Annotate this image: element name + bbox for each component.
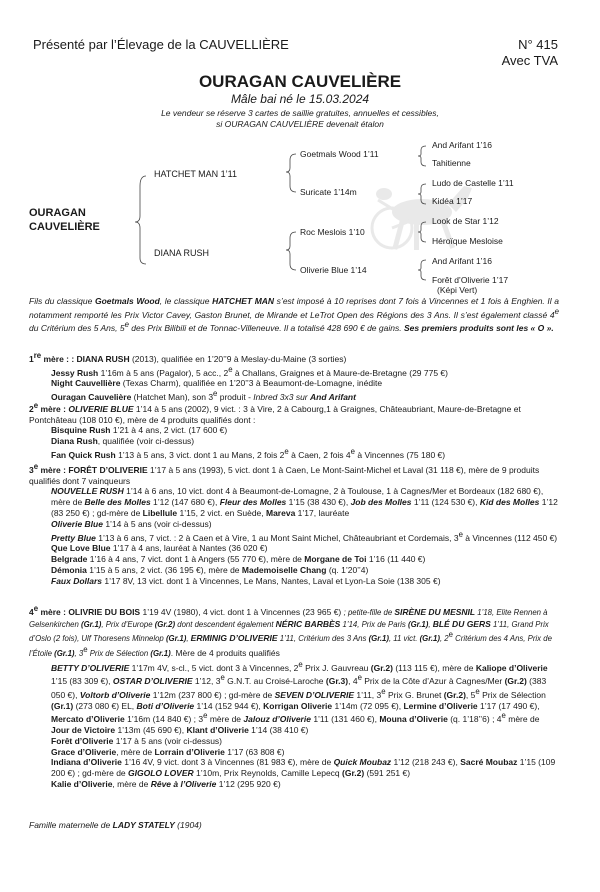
produce-name: Grace d’Oliverie bbox=[51, 746, 117, 757]
brace-dam bbox=[286, 232, 296, 270]
produce-record: 1’16 à 4 ans, 7 vict. dont 1 à Angers (55 770 €), mère de bbox=[87, 554, 305, 565]
pedigree-ggp-1: And Arifant 1’16 bbox=[432, 140, 493, 150]
produce-record: produit - bbox=[217, 391, 254, 402]
produce-record: 1’12 (295 920 €) bbox=[216, 778, 281, 789]
dam-name: mère : OLIVRIE DU BOIS bbox=[38, 606, 141, 617]
dam-name: mère : : DIANA RUSH bbox=[41, 353, 130, 364]
produce-name: Diana Rush bbox=[51, 436, 98, 447]
produce-record: 1’21 à 4 ans, 2 vict. (17 600 €) bbox=[110, 425, 228, 436]
family-horse: BLÉ DU GERS bbox=[432, 618, 491, 629]
produce-record: Prix de Sélection bbox=[479, 689, 546, 700]
pedigree-ggp-3: Ludo de Castelle 1’11 bbox=[432, 178, 514, 188]
grandproduce-name: Belle des Molles bbox=[84, 497, 151, 508]
superscript: e bbox=[33, 462, 39, 471]
group-label: (Gr.1) bbox=[54, 648, 75, 658]
superscript: e bbox=[458, 529, 463, 539]
produce-record: 1’16m (14 840 €) ; 3 bbox=[124, 714, 204, 725]
intro-first-crop: Ses premiers produits sont les « O ». bbox=[403, 323, 554, 334]
grandproduce-name: Job des Molles bbox=[350, 497, 412, 508]
pedigree-ggp-4: Kidéa 1’17 bbox=[432, 196, 473, 206]
produce-record: 1’12m (237 800 €) ; gd-mère de bbox=[150, 689, 275, 700]
superscript: re bbox=[33, 351, 42, 360]
brace-gs4 bbox=[418, 260, 426, 280]
superscript: e bbox=[220, 673, 225, 683]
fourth-dam-header bbox=[29, 604, 559, 660]
produce-name: Démonia bbox=[51, 564, 87, 575]
section-fourth-dam bbox=[29, 604, 559, 790]
section-second-dam bbox=[29, 401, 559, 461]
grandproduce-name: Boti d’Oliverie bbox=[136, 700, 195, 711]
pedigree-ggp-2: Tahitienne bbox=[432, 158, 471, 168]
family-note: dont descendent également bbox=[175, 619, 276, 629]
family-horse: SIRÈNE DU MESNIL bbox=[394, 606, 476, 617]
third-dam-header bbox=[29, 462, 559, 486]
pedigree-ggp-7: And Arifant 1’16 bbox=[432, 256, 493, 266]
grandproduce-name: Sacré Moubaz bbox=[460, 757, 518, 768]
produce-line bbox=[29, 436, 559, 447]
produce-record: 1’14 (152 944 €), bbox=[194, 700, 264, 711]
produce-record: 1’15 (83 309 €), bbox=[51, 676, 113, 687]
family-year: (1904) bbox=[174, 820, 202, 830]
produce-record: 1’14m (72 095 €), bbox=[332, 700, 404, 711]
produce-name: NOUVELLE RUSH bbox=[51, 486, 124, 497]
pedigree-ggp-9: (Képi Vert) bbox=[437, 285, 478, 295]
produce-record: 1’14 (38 410 €) bbox=[248, 724, 309, 735]
brace-gs1 bbox=[418, 146, 426, 166]
produce-record: 1’15, 2 vict. en Suède, bbox=[177, 508, 266, 519]
produce-record: 1’17, lauréate bbox=[295, 508, 350, 519]
dam-record: 1’17 à 5 ans (1993), 5 vict. dont 1 à Caen, Le Mont-Saint-Michel et Laval (31 118 €), mère de 9 produits qualifiés dont 7 vainqueurs bbox=[29, 464, 540, 486]
grandproduce-name: Libellule bbox=[142, 508, 178, 519]
grandproduce-name: Rêve à l’Oliverie bbox=[150, 778, 217, 789]
family-horse: NÉRIC BARBÈS bbox=[275, 618, 341, 629]
pedigree-sire-sire: Goetmals Wood 1’11 bbox=[300, 149, 379, 159]
superscript: e bbox=[350, 447, 355, 457]
dam-record: 1’14 à 5 ans (2002), 9 vict. : 3 à Vire, 2 à Cabourg,1 à Graignes, Châteaubriant, Maure-de-Bretagne et Pontchâteau (108 010 €), mère de 4 produits qualifiés dont : bbox=[29, 403, 521, 425]
produce-name: Bisquine Rush bbox=[51, 425, 111, 436]
horse-title: OURAGAN CAUVELIÈRE bbox=[198, 72, 402, 91]
produce-record: (591 251 €) bbox=[366, 768, 411, 779]
family-name: LADY STATELY bbox=[112, 820, 175, 830]
second-dam-header bbox=[29, 401, 559, 425]
superscript: e bbox=[228, 364, 233, 374]
section-first-dam bbox=[29, 351, 559, 403]
presented-by: Présenté par l’Élevage de la CAUVELLIÈRE bbox=[33, 37, 289, 52]
grandproduce-name: Quick Moubaz bbox=[333, 757, 392, 768]
produce-name: Belgrade bbox=[51, 554, 88, 565]
horse-description: Mâle bai né le 15.03.2024 bbox=[230, 92, 370, 106]
family-horse: ERMINIG D’OLIVERIE bbox=[190, 633, 278, 644]
tax-status: Avec TVA bbox=[501, 53, 558, 68]
produce-record: 1’16m à 5 ans (Pagalor), 5 acc., 2 bbox=[98, 367, 229, 378]
produce-record: , 5 bbox=[465, 689, 476, 700]
intro-text: s’est imposé à 10 reprises dont 7 fois à Vincennes et 1 fois à Enghien. Il a notamment remporté les Prix Victor Cavey, Gaston Brunet, de Mirande et LeTrot Open des Régions des 3 Ans. Il s’est également classé 4 bbox=[29, 296, 560, 320]
grandproduce-name: Jour de Victoire bbox=[51, 724, 116, 735]
pedigree-ggp-5: Look de Star 1’12 bbox=[432, 216, 499, 226]
dam-record: (2013), qualifiée en 1’20’’9 à Meslay-du-Maine (3 sorties) bbox=[129, 353, 347, 364]
section-third-dam bbox=[29, 462, 559, 586]
grandproduce-name: GIGOLO LOVER bbox=[128, 768, 194, 779]
family-note: 1’14, Prix de Paris bbox=[340, 619, 408, 629]
brace-main bbox=[135, 176, 146, 264]
produce-name: Night Cauvellière bbox=[51, 378, 121, 389]
produce-record: 1’16 (11 440 €) bbox=[366, 554, 426, 565]
group-label: (Gr.2) bbox=[443, 689, 466, 700]
family-note: , Prix d’Europe bbox=[101, 619, 155, 629]
grandproduce-name: Lorrain d’Oliverie bbox=[154, 746, 225, 757]
group-label: (Gr.1) bbox=[51, 700, 74, 711]
family-note: Critérium des 4 Ans, Prix de l’Étoile bbox=[29, 634, 552, 658]
family-note: , 11 vict. bbox=[388, 634, 420, 644]
produce-record: (Hatchet Man), son 3 bbox=[131, 391, 214, 402]
brace-sire bbox=[286, 154, 296, 192]
produce-record: 1’17 (17 490 €), bbox=[477, 700, 540, 711]
dam-label: 3 bbox=[29, 464, 34, 475]
group-label: (Gr.2) bbox=[370, 662, 393, 673]
produce-record: 1’14 à 6 ans, 10 vict. dont 4 à Beaumont-de-Lomagne, 2 à Toulouse, 1 à Cagnes/Mer et Bordeaux (182 680 €), mère de bbox=[51, 486, 544, 508]
dam-record: . Mère de 4 produits qualifiés bbox=[170, 647, 280, 658]
first-dam-header bbox=[29, 351, 559, 365]
grandproduce-name: Mareva bbox=[266, 508, 296, 519]
superscript: e bbox=[501, 711, 506, 721]
family-note: Prix de Sélection bbox=[87, 648, 151, 658]
grandproduce-name: Kid des Molles bbox=[479, 497, 540, 508]
superscript: e bbox=[357, 673, 362, 683]
produce-record: 1’13 à 6 ans, 7 vict. : 2 à Caen et à Vire, 1 au Mont Saint Michel, Châteaubriant et Cordemais, 3 bbox=[95, 532, 459, 543]
group-label: (Gr.2) bbox=[342, 768, 365, 779]
group-label: (Gr.1) bbox=[165, 634, 187, 644]
produce-record: 1’13m (45 690 €), bbox=[115, 724, 187, 735]
dam-name: mère : FORÊT D’OLIVERIE bbox=[38, 464, 148, 475]
produce-name: Jessy Rush bbox=[51, 367, 99, 378]
produce-name: Kalie d’Oliverie bbox=[51, 778, 113, 789]
grandproduce-name: Lermine d’Oliverie bbox=[403, 700, 478, 711]
produce-line bbox=[29, 554, 559, 565]
produce-name: Fan Quick Rush bbox=[51, 449, 116, 460]
produce-line bbox=[29, 425, 559, 436]
produce-name: Pretty Blue bbox=[51, 532, 96, 543]
group-label: (Gr.1) bbox=[368, 634, 389, 644]
produce-line bbox=[29, 660, 559, 736]
produce-record: , mère de bbox=[116, 746, 155, 757]
produce-record: 1’10m, Prix Reynolds, Camille Lepecq bbox=[193, 768, 343, 779]
produce-record: 1’17m 4V, s-cl., 5 vict. dont 3 à Vincennes, 2 bbox=[129, 662, 299, 673]
produce-record: 1’12 (218 243 €), bbox=[391, 757, 458, 768]
produce-line bbox=[29, 486, 559, 518]
produce-record: à Caen, 2 fois 4 bbox=[288, 449, 351, 460]
family-note: 1’11, Grand Prix d’Oslo (2 fois), Ulf Thoresens Minnelop bbox=[29, 619, 549, 644]
dam-label: 4 bbox=[29, 606, 34, 617]
family-note: , 3 bbox=[74, 648, 84, 658]
pedigree-ggp-6: Héroïque Mesloise bbox=[432, 236, 503, 246]
produce-line bbox=[29, 378, 559, 389]
produce-record: , 4 bbox=[348, 676, 358, 687]
produce-record: mère de bbox=[207, 714, 244, 725]
produce-record: (Texas Charm), qualifiée en 1’20’’3 à Beaumont-de-Lomagne, inédite bbox=[120, 378, 383, 389]
produce-record: 1’17 8V, 13 vict. dont 1 à Vincennes, Le Mans, Nantes, Laval et Lyon-La Soie (138 305 €) bbox=[102, 575, 441, 586]
brace-gs3 bbox=[418, 222, 426, 242]
intro-sire: HATCHET MAN bbox=[212, 296, 275, 306]
produce-line bbox=[29, 365, 559, 379]
produce-line bbox=[29, 530, 559, 544]
produce-record: , mère de bbox=[112, 778, 151, 789]
produce-record: 1’11 (131 460 €), bbox=[310, 714, 380, 725]
produce-record: 1’14 à 5 ans (voir ci-dessus) bbox=[102, 518, 212, 529]
produce-record: (q. 1’20’’4) bbox=[326, 564, 369, 575]
intro-sire-sire: Goetmals Wood bbox=[94, 296, 160, 306]
brace-gs2 bbox=[418, 184, 426, 204]
pedigree-sire-dam: Suricate 1’14m bbox=[300, 187, 357, 197]
produce-record: , qualifiée (voir ci-dessus) bbox=[97, 436, 195, 447]
grandproduce-name: SEVEN D’OLIVERIE bbox=[274, 689, 354, 700]
pedigree-sire: HATCHET MAN 1’11 bbox=[154, 169, 238, 179]
pedigree-dam-sire: Roc Meslois 1’10 bbox=[300, 227, 365, 237]
produce-record: Prix de la Côte d’Azur à Cagnes/Mer bbox=[361, 676, 505, 687]
pedigree-dam: DIANA RUSH bbox=[154, 248, 210, 258]
dam-name: OLIVERIE BLUE bbox=[68, 403, 134, 414]
produce-line bbox=[29, 543, 559, 554]
group-label: (Gr.1) bbox=[81, 619, 102, 629]
lot-number: N° 415 bbox=[518, 37, 558, 52]
grandproduce-name: Klant d’Oliverie bbox=[186, 724, 249, 735]
intro-text: Fils du classique bbox=[29, 296, 95, 306]
superscript: e bbox=[475, 686, 480, 696]
pedigree-dam-dam: Oliverie Blue 1’14 bbox=[300, 265, 367, 275]
seller-note-line-2: si OURAGAN CAUVELIÈRE devenait étalon bbox=[216, 119, 384, 129]
grandproduce-name: Mouna d’Oliverie bbox=[379, 714, 448, 725]
family-note: , bbox=[428, 619, 433, 629]
group-label: (Gr.3) bbox=[325, 676, 349, 687]
grandproduce-name: Jalouz d’Oliverie bbox=[243, 714, 311, 725]
grandproduce-name: Morgane de Toi bbox=[304, 554, 367, 565]
produce-record: (113 115 €), mère de bbox=[392, 662, 476, 673]
grandproduce-name: Voltorb d’Oliverie bbox=[79, 689, 151, 700]
superscript: e bbox=[448, 630, 453, 640]
superscript: e bbox=[124, 320, 129, 330]
group-label: (Gr.1) bbox=[150, 648, 171, 658]
superscript: e bbox=[83, 645, 88, 655]
pedigree-horse-line-2: CAUVELIÈRE bbox=[29, 221, 100, 233]
produce-record: 1’13 à 5 ans, 3 vict. dont 1 au Mans, 2 fois 2 bbox=[115, 449, 285, 460]
produce-line bbox=[29, 519, 559, 530]
seller-note-line-1: Le vendeur se réserve 3 cartes de saillie gratuites, annuelles et cessibles, bbox=[161, 108, 439, 118]
produce-record: 1’17 (63 808 €) bbox=[224, 746, 285, 757]
produce-record: à Challans, Graignes et à Maure-de-Bretagne (29 775 €) bbox=[232, 367, 448, 378]
produce-name: Faux Dollars bbox=[51, 575, 103, 586]
superscript: e bbox=[381, 686, 386, 696]
produce-record: G.N.T. au Croisé-Laroche bbox=[224, 676, 326, 687]
superscript: e bbox=[33, 604, 39, 613]
intro-text: du Critérium des 5 Ans, 5 bbox=[29, 323, 125, 334]
superscript: e bbox=[203, 711, 208, 721]
produce-line bbox=[29, 736, 559, 747]
produce-record: (383 050 €), bbox=[51, 676, 547, 700]
dam-label: mère : bbox=[38, 403, 69, 414]
maternal-family bbox=[29, 820, 559, 831]
produce-name: Ouragan Cauvelière bbox=[51, 391, 132, 402]
produce-record: à Vincennes (75 180 €) bbox=[355, 449, 446, 460]
produce-record: (q. 1’18’’6) ; 4 bbox=[447, 714, 502, 725]
dam-label: 1 bbox=[29, 353, 34, 364]
superscript: e bbox=[298, 659, 303, 669]
produce-record: Prix J. Gauvreau bbox=[302, 662, 371, 673]
family-note: , bbox=[186, 634, 191, 644]
group-label: (Gr.1) bbox=[407, 619, 429, 629]
produce-record: Prix G. Brunet bbox=[385, 689, 444, 700]
produce-record: 1’15 (38 430 €), bbox=[286, 497, 351, 508]
intro-text: , le classique bbox=[159, 296, 213, 306]
produce-record: 1’11 (124 530 €), bbox=[411, 497, 480, 508]
superscript: e bbox=[284, 447, 289, 457]
pedigree-horse-line-1: OURAGAN bbox=[29, 207, 86, 219]
pedigree-ggp-8: Forêt d’Oliverie 1’17 bbox=[432, 275, 509, 285]
produce-name: BETTY D’OLIVERIE bbox=[51, 662, 130, 673]
superscript: e bbox=[554, 306, 559, 316]
produce-line bbox=[29, 779, 559, 790]
produce-record: 1’12, 3 bbox=[192, 676, 221, 687]
superscript: e bbox=[213, 389, 218, 399]
produce-line bbox=[29, 565, 559, 576]
produce-record: (273 080 €) EL, bbox=[73, 700, 137, 711]
produce-record: 1’12 (147 680 €), bbox=[150, 497, 220, 508]
superscript: e bbox=[33, 401, 39, 410]
produce-record: 1’17 à 5 ans (voir ci-dessus) bbox=[113, 735, 223, 746]
produce-line bbox=[29, 757, 559, 779]
grandproduce-name: Mercato d’Oliverie bbox=[51, 714, 125, 725]
dam-label: 2 bbox=[29, 403, 34, 414]
produce-record: 1’12 (83 250 €) ; gd-mère de bbox=[51, 497, 558, 519]
produce-record: 1’16 4V, 9 vict. dont 3 à Vincennes (81 983 €), mère de bbox=[121, 757, 334, 768]
inbred-name: And Arifant bbox=[310, 391, 356, 402]
produce-line bbox=[29, 447, 559, 461]
produce-name: Oliverie Blue bbox=[51, 518, 103, 529]
produce-record: à Vincennes (112 450 €) bbox=[462, 532, 558, 543]
produce-record: 1’15 (109 200 €) ; gd-mère de bbox=[51, 757, 556, 779]
inbred-note: Inbred 3x3 sur bbox=[253, 391, 310, 402]
grandproduce-name: Kaliope d’Oliverie bbox=[475, 662, 548, 673]
family-label: Famille maternelle de bbox=[29, 820, 113, 830]
grandproduce-name: Fleur des Molles bbox=[219, 497, 287, 508]
group-label: (Gr.2) bbox=[154, 619, 176, 629]
produce-line bbox=[29, 747, 559, 758]
grandproduce-name: Mademoiselle Chang bbox=[241, 564, 327, 575]
produce-record: 1’17 à 4 ans, lauréat à Nantes (36 020 €) bbox=[110, 543, 268, 554]
produce-name: Indiana d’Oliverie bbox=[51, 757, 122, 768]
pedigree-horse bbox=[29, 206, 100, 234]
group-label: (Gr.2) bbox=[504, 676, 527, 687]
intro-text: des Prix Bilibili et de Tonnac-Villeneuve. Il a totalisé 428 690 € de gains. bbox=[128, 323, 404, 334]
produce-line bbox=[29, 576, 559, 587]
grandproduce-name: OSTAR D’OLIVERIE bbox=[112, 676, 193, 687]
grandproduce-name: Korrigan Oliverie bbox=[263, 700, 333, 711]
produce-record: 1’11, 3 bbox=[354, 689, 382, 700]
family-note: 1’18, Elite Rennen à Gelsenkirchen bbox=[29, 607, 548, 629]
intro-paragraph bbox=[29, 296, 559, 334]
produce-record: mère de bbox=[505, 714, 540, 725]
produce-record: 1’15 à 5 ans, 2 vict. (36 195 €), mère de bbox=[86, 564, 242, 575]
group-label: (Gr.1) bbox=[419, 634, 440, 644]
family-note: ; petite-fille de bbox=[343, 607, 395, 617]
family-note: , 2 bbox=[439, 634, 449, 644]
produce-name: Que Love Blue bbox=[51, 543, 111, 554]
dam-record: 1’19 4V (1980), 4 vict. dont 1 à Vincennes (23 965 €) bbox=[140, 606, 344, 617]
family-note: 1’11, Critérium des 3 Ans bbox=[277, 634, 369, 644]
produce-name: Forêt d’Oliverie bbox=[51, 735, 114, 746]
